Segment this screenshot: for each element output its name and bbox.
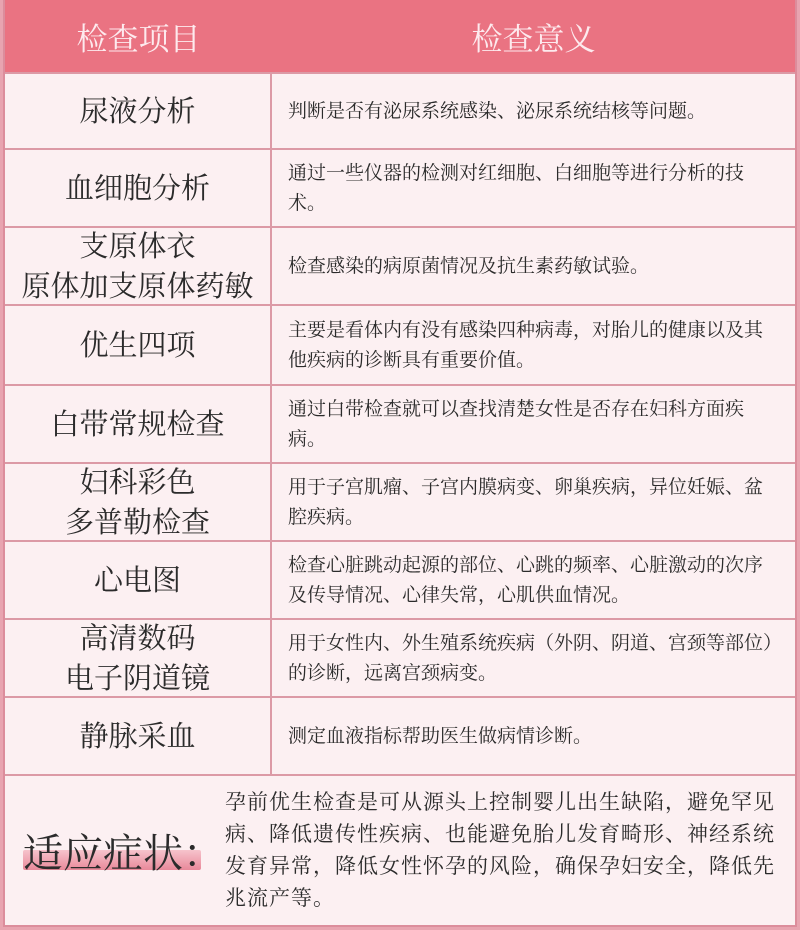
row-meaning: 测定血液指标帮助医生做病情诊断。 bbox=[288, 725, 593, 747]
table-row bbox=[5, 148, 795, 226]
table-row bbox=[5, 696, 795, 774]
row-meaning: 用于女性内、外生殖系统疾病（外阴、阴道、宫颈等部位）的诊断，远离宫颈病变。 bbox=[288, 632, 773, 684]
row-item: 尿液分析 bbox=[5, 74, 272, 148]
row-item: 高清数码 电子阴道镜 bbox=[5, 620, 272, 696]
table-row bbox=[5, 226, 795, 304]
row-item: 支原体衣 原体加支原体药敏 bbox=[5, 228, 272, 304]
table-row bbox=[5, 618, 795, 696]
header-item: 检查项目 bbox=[76, 21, 201, 58]
table-row bbox=[5, 384, 795, 462]
row-item: 血细胞分析 bbox=[5, 150, 272, 226]
row-item: 心电图 bbox=[5, 542, 272, 618]
row-meaning: 主要是看体内有没有感染四种病毒，对胎儿的健康以及其他疾病的诊断具有重要价值。 bbox=[288, 319, 764, 371]
table-header bbox=[5, 0, 795, 72]
header-meaning: 检查意义 bbox=[471, 21, 596, 58]
table-row bbox=[5, 72, 795, 148]
row-item: 优生四项 bbox=[5, 306, 272, 384]
row-item: 静脉采血 bbox=[5, 698, 272, 774]
row-meaning: 检查心脏跳动起源的部位、心跳的频率、心脏激动的次序及传导情况、心律失常，心肌供血情况。 bbox=[288, 554, 764, 606]
row-meaning: 用于子宫肌瘤、子宫内膜病变、卵巢疾病，异位妊娠、盆腔疾病。 bbox=[288, 476, 764, 528]
row-item: 白带常规检查 bbox=[5, 386, 272, 462]
row-item: 妇科彩色 多普勒检查 bbox=[5, 464, 272, 540]
row-meaning: 通过白带检查就可以查找清楚女性是否存在妇科方面疾病。 bbox=[288, 398, 745, 450]
row-meaning: 判断是否有泌尿系统感染、泌尿系统结核等问题。 bbox=[288, 100, 707, 122]
summary-section bbox=[5, 774, 795, 924]
table-row bbox=[5, 462, 795, 540]
summary-label-text: 适应症状： bbox=[23, 830, 223, 877]
summary-text: 孕前优生检查是可从源头上控制婴儿出生缺陷，避免罕见病、降低遗传性疾病、也能避免胎儿发育畸形、神经系统发育异常，降低女性怀孕的风险，确保孕妇安全，降低先兆流产等。 bbox=[225, 790, 775, 910]
table-row bbox=[5, 304, 795, 384]
exam-table bbox=[3, 0, 797, 927]
row-meaning: 检查感染的病原菌情况及抗生素药敏试验。 bbox=[288, 255, 650, 277]
summary-label bbox=[5, 822, 225, 879]
row-meaning: 通过一些仪器的检测对红细胞、白细胞等进行分析的技术。 bbox=[288, 162, 745, 214]
table-row bbox=[5, 540, 795, 618]
